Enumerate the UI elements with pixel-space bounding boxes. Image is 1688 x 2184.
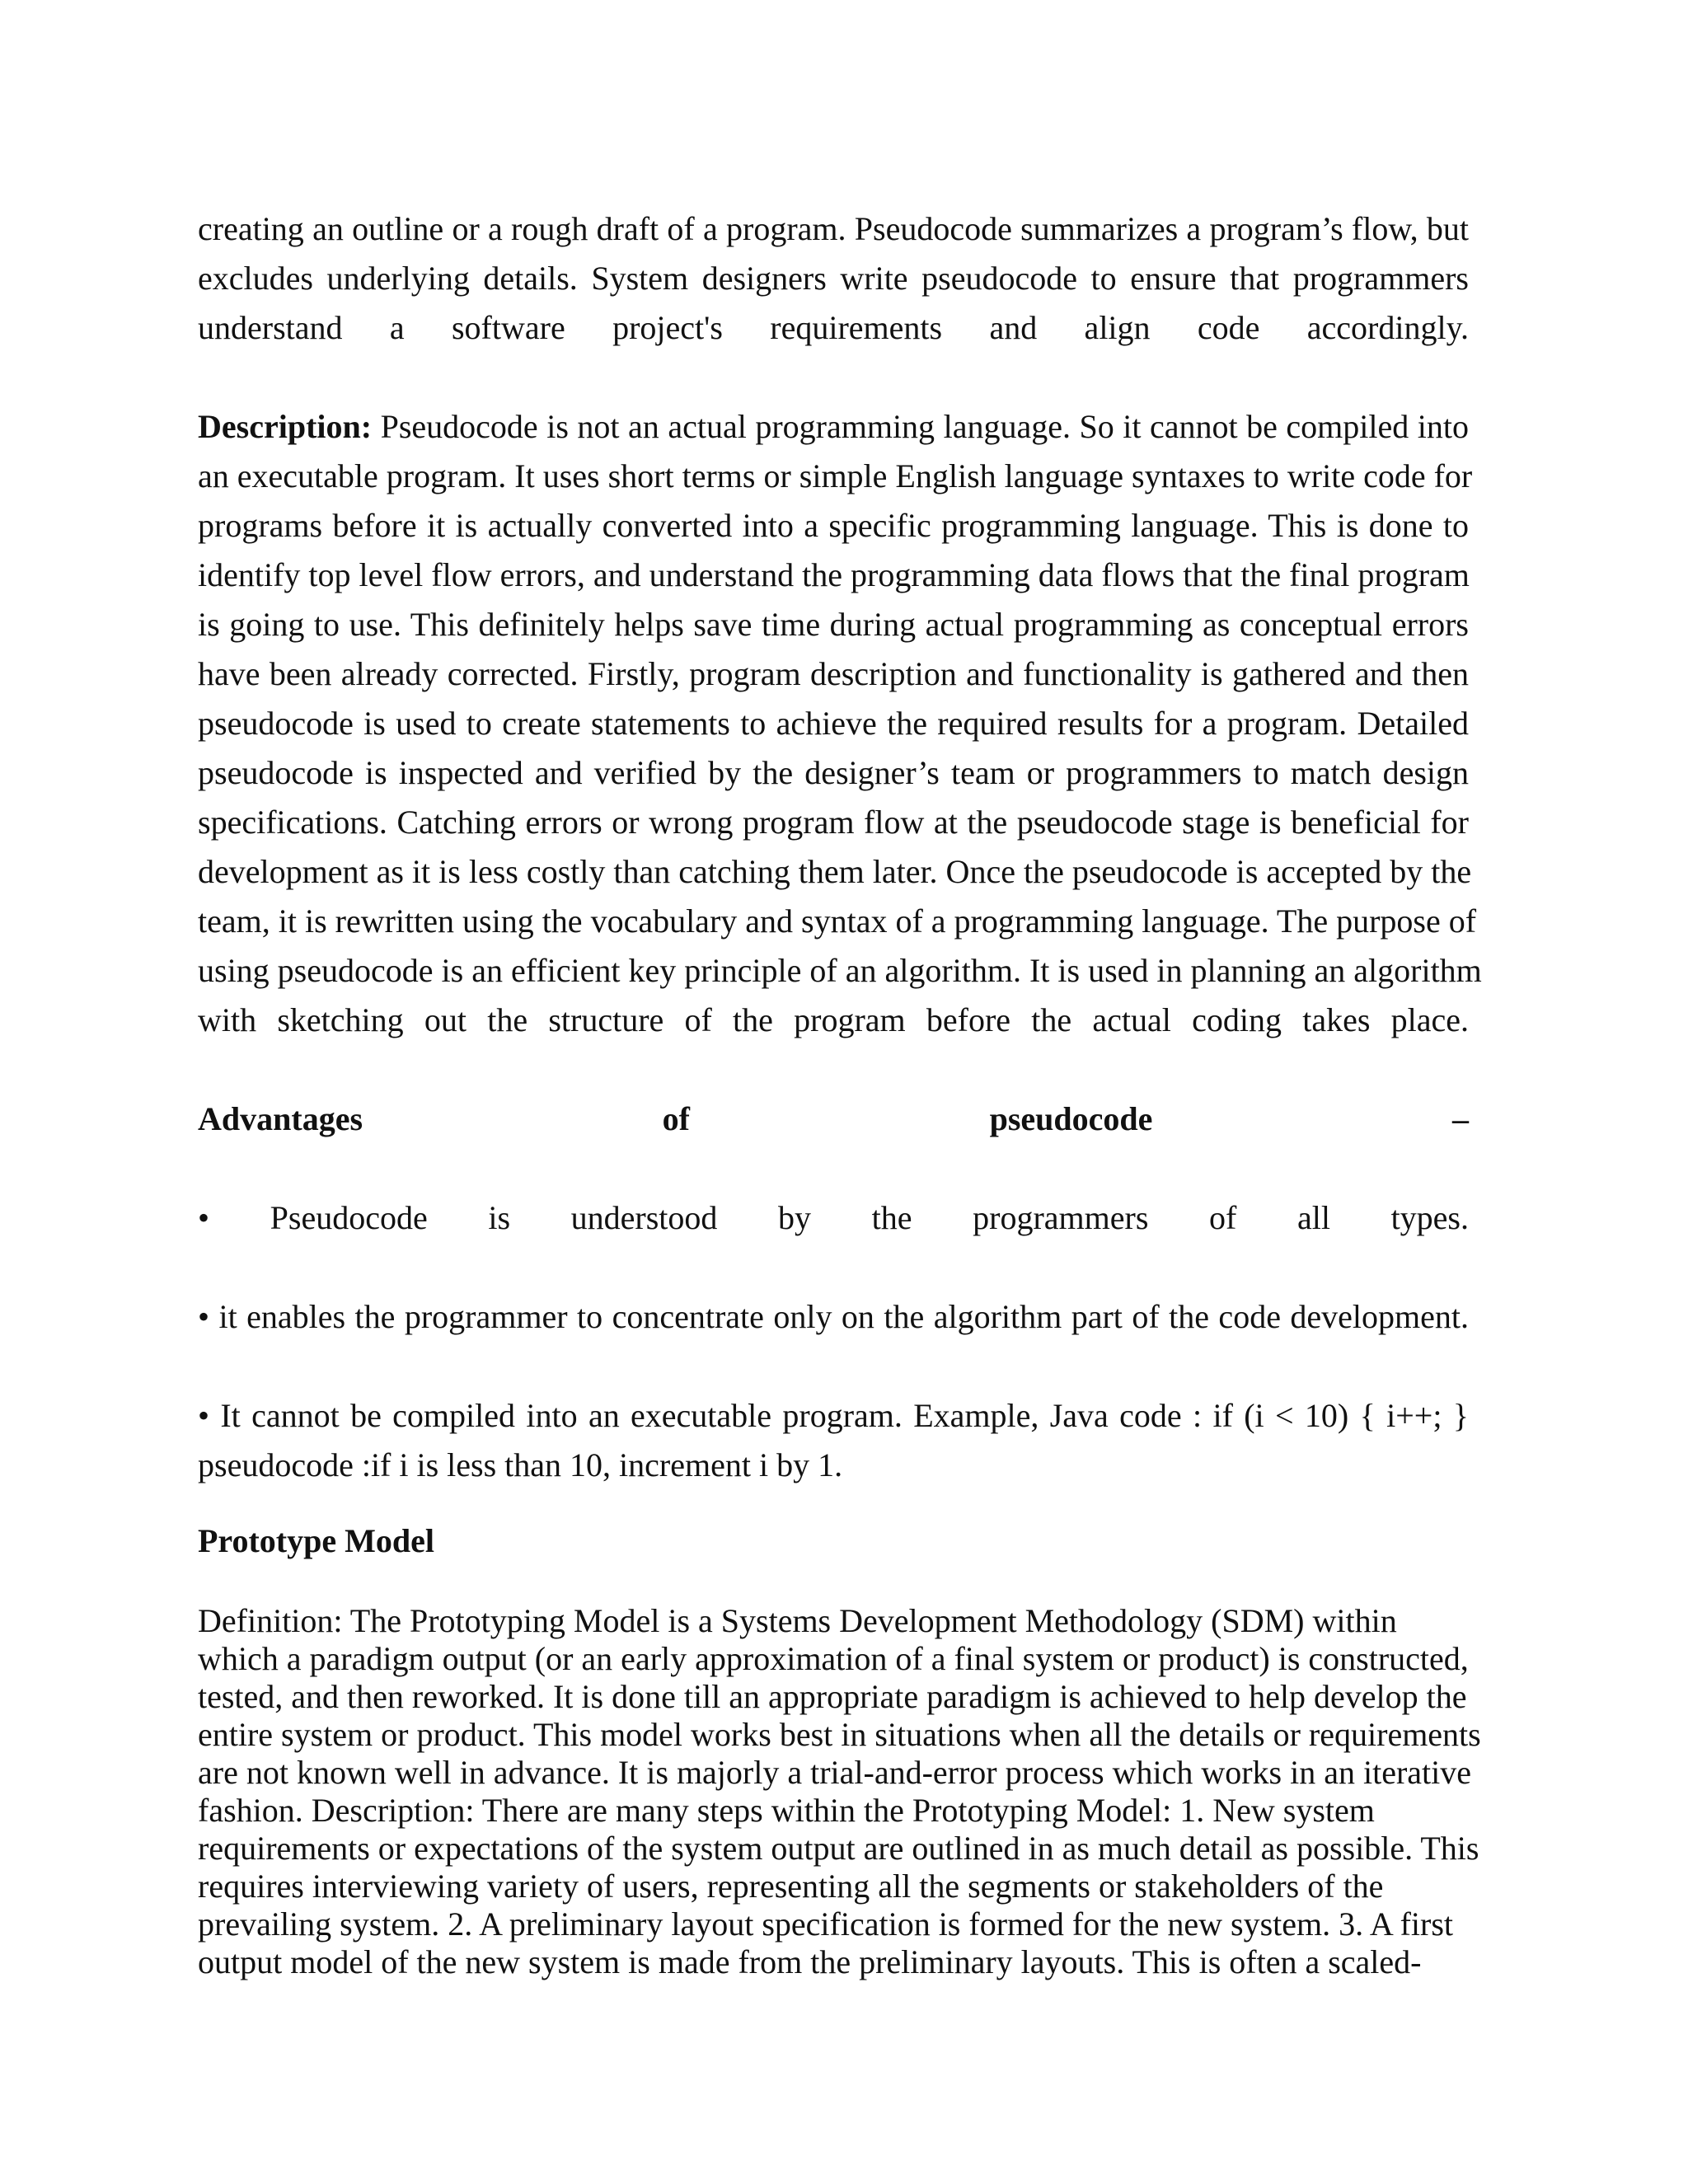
description-paragraph xyxy=(198,402,1482,1045)
text-line: pseudocode is inspected and verified by the designer’s team or programmers to match design xyxy=(198,754,1469,791)
text-line: specifications. Catching errors or wrong program flow at the pseudocode stage is beneficial for xyxy=(198,804,1469,841)
text-line: pseudocode is used to create statements to achieve the required results for a program. Detailed xyxy=(198,705,1469,742)
bullet-text: • it enables the programmer to concentrate only on the algorithm part of the code development. xyxy=(198,1298,1469,1335)
text-line: Definition: The Prototyping Model is a Systems Development Methodology (SDM) within xyxy=(198,1602,1397,1639)
bullet-text: pseudocode :if i is less than 10, increment i by 1. xyxy=(198,1446,843,1483)
text-line: identify top level flow errors, and understand the programming data flows that the final program xyxy=(198,556,1470,593)
text-line xyxy=(198,402,1469,452)
text-line: understand a software project's requirements and align code accordingly. xyxy=(198,309,1469,346)
advantage-bullet xyxy=(198,1292,1469,1342)
text-line: programs before it is actually converted into a specific programming language. This is done to xyxy=(198,507,1469,544)
advantage-bullet xyxy=(198,1391,1469,1490)
description-label: Description: xyxy=(198,408,373,445)
text-line: tested, and then reworked. It is done till an appropriate paradigm is achieved to help develop the xyxy=(198,1678,1467,1715)
heading-text: Prototype Model xyxy=(198,1522,434,1559)
intro-paragraph xyxy=(198,204,1469,353)
bullet-text: • Pseudocode is understood by the programmers of all types. xyxy=(198,1199,1469,1236)
text-line: with sketching out the structure of the program before the actual coding takes place. xyxy=(198,1001,1469,1038)
text-line: are not known well in advance. It is majorly a trial-and-error process which works in an iterative xyxy=(198,1754,1472,1791)
advantages-heading xyxy=(198,1094,1469,1144)
prototype-heading xyxy=(198,1516,1469,1566)
description-first-line: Pseudocode is not an actual programming language. So it cannot be compiled into xyxy=(380,408,1470,445)
text-line: requires interviewing variety of users, representing all the segments or stakeholders of the xyxy=(198,1868,1384,1905)
text-line: using pseudocode is an efficient key principle of an algorithm. It is used in planning an algorithm xyxy=(198,952,1482,989)
text-line: have been already corrected. Firstly, program description and functionality is gathered and then xyxy=(198,655,1469,692)
text-line: requirements or expectations of the system output are outlined in as much detail as possible. This xyxy=(198,1830,1479,1867)
text-line: which a paradigm output (or an early approximation of a final system or product) is constructed, xyxy=(198,1640,1469,1677)
text-line: team, it is rewritten using the vocabulary and syntax of a programming language. The purpose of xyxy=(198,902,1477,940)
text-line: entire system or product. This model works best in situations when all the details or requirements xyxy=(198,1716,1481,1753)
prototype-paragraph xyxy=(198,1602,1481,1981)
advantage-bullet xyxy=(198,1193,1469,1243)
text-line: excludes underlying details. System designers write pseudocode to ensure that programmers xyxy=(198,260,1469,297)
text-line: output model of the new system is made from the preliminary layouts. This is often a scaled- xyxy=(198,1943,1422,1980)
text-line: development as it is less costly than catching them later. Once the pseudocode is accepted by the xyxy=(198,853,1472,890)
text-line: is going to use. This definitely helps save time during actual programming as conceptual errors xyxy=(198,606,1469,643)
heading-text: Advantages of pseudocode – xyxy=(198,1100,1469,1137)
text-line: prevailing system. 2. A preliminary layout specification is formed for the new system. 3. A first xyxy=(198,1905,1454,1943)
bullet-text: • It cannot be compiled into an executable program. Example, Java code : if (i < 10) { i++; } xyxy=(198,1397,1469,1434)
text-line: an executable program. It uses short terms or simple English language syntaxes to write code for xyxy=(198,457,1473,494)
text-line: creating an outline or a rough draft of a program. Pseudocode summarizes a program’s flow, but xyxy=(198,210,1469,247)
text-line: fashion. Description: There are many steps within the Prototyping Model: 1. New system xyxy=(198,1792,1375,1829)
